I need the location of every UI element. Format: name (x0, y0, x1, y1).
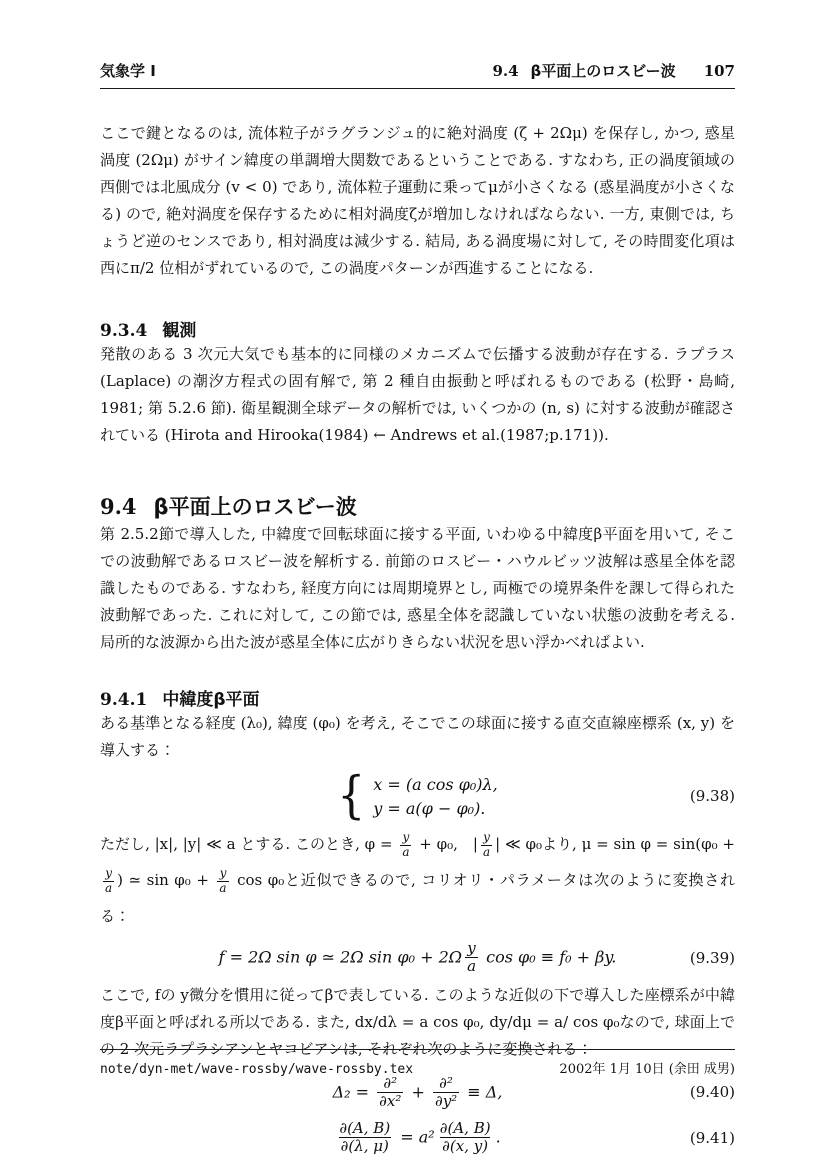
paragraph-laplacian-jacobian: ここで, fの y微分を慣用に従ってβで表している. このような近似の下で導入した座標系が中緯度β平面と呼ばれる所以である. また, dx/dλ = a cos φ₀, dy/dμ = a/ cos φ₀なので, 球面上での 2 次元ラプラシアンとヤコビアンは, それぞれ次のように変換される： (100, 985, 735, 1058)
footer-date: 2002年 1月 10日 (余田 成男) (559, 1062, 735, 1077)
page-header (100, 60, 735, 81)
equation-line-y: y = a(φ − φ₀). (373, 798, 486, 818)
equation-content: $\frac{\partial(A, B)}{\partial(\lambda, \mu)}$ = a² $\frac{\partial(A, B)}{\partial(x, y)}$ . (339, 1119, 501, 1156)
inline-fraction: $\frac{\text{∂²}}{\text{∂y²}}$ (434, 1073, 458, 1110)
inline-fraction: $\frac{y}{a}$ (467, 939, 477, 976)
inline-fraction: $\frac{y}{a}$ (105, 865, 113, 895)
paragraph-observation: 発散のある 3 次元大気でも基本的に同様のメカニズムで伝播する波動が存在する. ラプラス (Laplace) の潮汐方程式の固有解で, 第 2 種自由振動と呼ばれるものである (松野・島崎, 1981; 第 5.2.6 節). 衛星観測全球データの解析では, いくつかの (n, s) に対する波動が確認されている (Hirota and Hirooka(1984) ← Andrews et al.(1987;p.171)). (100, 345, 735, 444)
equation-9-40 (100, 1075, 735, 1111)
paragraph-coordinate-intro: ある基準となる経度 (λ₀), 緯度 (φ₀) を考え, そこでこの球面に接する直交直線座標系 (x, y) を導入する： (100, 714, 735, 759)
equation-9-39 (100, 940, 735, 976)
equation-lines (373, 775, 497, 818)
inline-fraction: $\frac{y}{a}$ (219, 865, 227, 895)
subsection-heading-midlatitude-beta-plane (100, 685, 735, 710)
equation-number: (9.38) (689, 787, 735, 805)
paragraph-beta-plane-intro: 第 2.5.2節で導入した, 中緯度で回転球面に接する平面, いわゆる中緯度β平面を用いて, そこでの波動解であるロスビー波を解析する. 前節のロスビー・ハウルビッツ波解は惑星全体を認識したものである. すなわち, 経度方向には周期境界とし, 両極での境界条件を課して得られた波動解であった. これに対して, この節では, 惑星全体を認識していない状態の波動を考える. 局所的な波源から出た波が惑星全体に広がりきらない状況を思い浮かべればよい. (100, 525, 735, 651)
header-rule (100, 88, 735, 89)
equation-number: (9.39) (689, 948, 735, 967)
inline-fraction: $\frac{\partial(A, B)}{\partial(\lambda, \mu)}$ (339, 1119, 391, 1156)
page-number: 107 (703, 62, 735, 80)
inline-fraction: $\frac{\partial(A, B)}{\partial(x, y)}$ (439, 1119, 491, 1156)
equation-line-x: x = (a cos φ₀)λ, (373, 774, 498, 794)
section-number: 9.4 (100, 494, 137, 519)
equation-number: (9.40) (689, 1083, 735, 1102)
inline-fraction: $\frac{\text{∂²}}{\text{∂x²}}$ (379, 1073, 402, 1110)
running-head-section-title: β平面上のロスビー波 (530, 62, 676, 80)
equation-number: (9.41) (689, 1128, 735, 1147)
section-title: 中緯度β平面 (162, 690, 260, 710)
section-number: 9.3.4 (100, 321, 148, 341)
paragraph-vorticity-mechanism: ここで鍵となるのは, 流体粒子がラグランジュ的に絶対渦度 (ζ + 2Ωμ) を保存し, かつ, 惑星渦度 (2Ωμ) がサイン緯度の単調増大関数であるということである. すなわち, 正の渦度領域の西側では北風成分 (v < 0) であり, 流体粒子運動に乗ってμが小さくなる (惑星渦度が小さくなる) ので, 絶対渦度を保存するために相対渦度ζが増加しなければならない. 一方, 東側では, ちょうど逆のセンスであり, 相対渦度は減少する. 結局, ある渦度場に対して, その時間変化項は西にπ/2 位相がずれているので, この渦度パターンが西進することになる. (100, 124, 735, 277)
running-head-course: 気象学 I (100, 62, 156, 80)
cases-group (337, 766, 498, 825)
section-heading-observation (100, 316, 735, 341)
equation-9-38 (100, 766, 735, 825)
footer-file-path: note/dyn-met/wave-rossby/wave-rossby.tex (100, 1062, 414, 1077)
section-title: 観測 (162, 321, 197, 341)
running-head-section-number: 9.4 (492, 62, 519, 80)
paragraph-approximation: ただし, |x|, |y| ≪ a とする. このとき, φ = $\frac{y}{a}$ + φ₀, | $\frac{y}{a}$ | ≪ φ₀より, μ = sin φ = sin(φ₀ + $\frac{y}{a}$ ) ≃ sin φ₀ + $\frac{y}{a}$ cos φ₀と近似できるので, コリオリ・パラメータは次のように変換される： (100, 829, 735, 925)
running-head-section (492, 60, 735, 81)
footer-rule (100, 1049, 735, 1050)
section-heading-rossby-beta-plane (100, 491, 735, 521)
inline-fraction: $\frac{y}{a}$ (402, 829, 410, 859)
equation-content: f = 2Ω sin φ ≃ 2Ω sin φ₀ + 2Ω $\frac{y}{a}$ cos φ₀ ≡ f₀ + βy. (218, 939, 617, 976)
left-brace-icon: { (337, 766, 366, 825)
page-footer (100, 1049, 735, 1077)
equation-9-41 (100, 1120, 735, 1156)
equation-content: Δ₂ = $\frac{\text{∂²}}{\text{∂x²}}$ + $\frac{\text{∂²}}{\text{∂y²}}$ ≡ Δ, (332, 1073, 503, 1110)
section-title: β平面上のロスビー波 (153, 495, 357, 519)
inline-fraction: $\frac{y}{a}$ (482, 829, 491, 859)
section-number: 9.4.1 (100, 690, 148, 710)
